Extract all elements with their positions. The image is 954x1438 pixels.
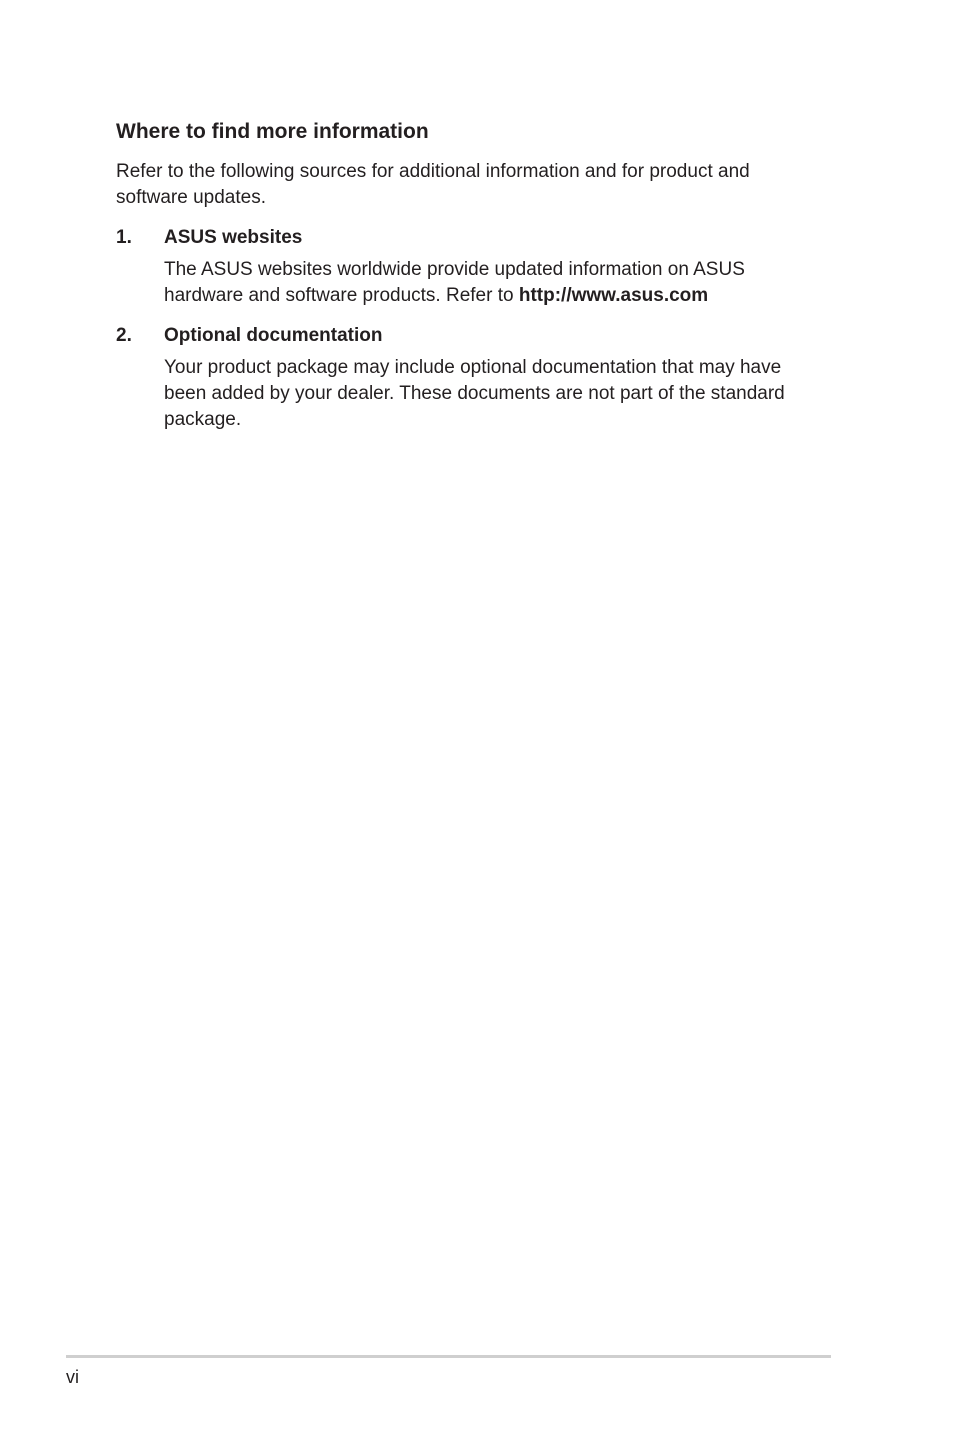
section-heading: Where to find more information — [116, 120, 429, 143]
footer-divider — [66, 1355, 831, 1358]
asus-website-link[interactable]: http://www.asus.com — [518, 285, 709, 306]
list-item-body — [164, 257, 816, 309]
list-item-number: 2. — [116, 325, 132, 346]
list-item-body: Your product package may include optional documentation that may have been added by your dealer. These documents are not part of the standard package. — [164, 357, 785, 430]
intro-paragraph: Refer to the following sources for additional information and for product and software updates. — [116, 161, 750, 208]
list-item-title: Optional documentation — [164, 325, 383, 346]
list-item-number: 1. — [116, 227, 132, 248]
list-item-asus-websites — [116, 225, 816, 309]
list-item-body-text: The ASUS websites worldwide provide updated information on ASUS hardware and software products. Refer to — [164, 259, 745, 306]
list-item-optional-documentation — [116, 323, 816, 433]
list-item-header — [116, 323, 816, 349]
list-item-header — [116, 225, 816, 251]
list-item-title: ASUS websites — [164, 227, 303, 248]
page-number: vi — [66, 1367, 79, 1387]
